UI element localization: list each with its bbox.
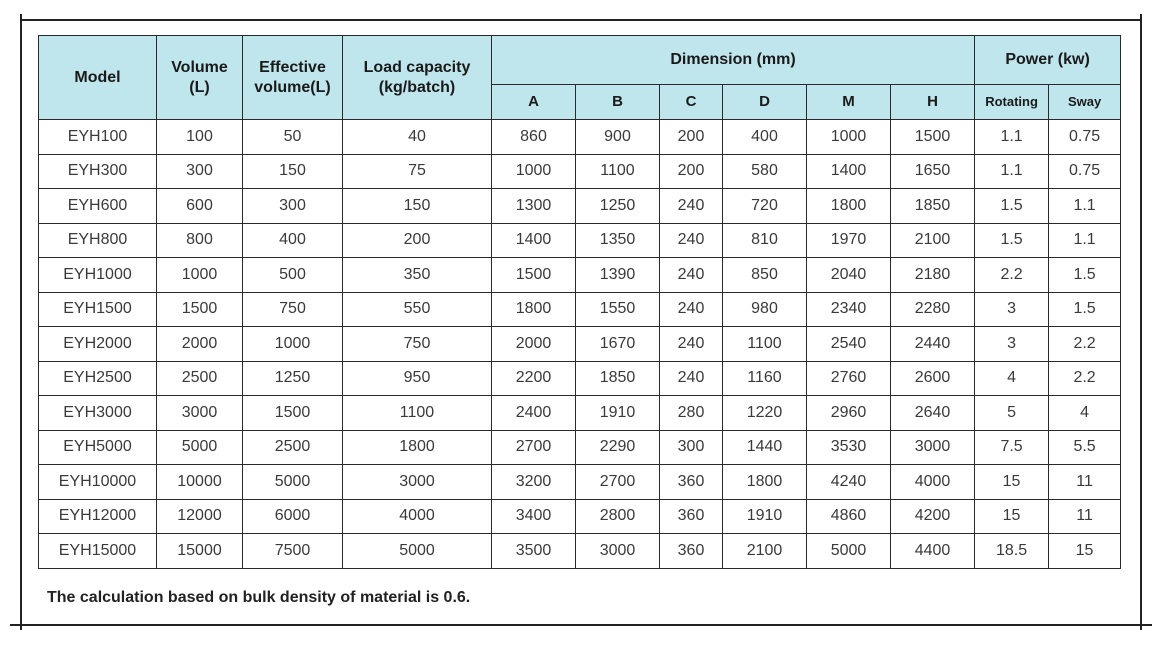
cell-dim-m: 4860 bbox=[807, 499, 891, 534]
cell-dim-b: 2800 bbox=[576, 499, 660, 534]
cell-load-capacity: 150 bbox=[343, 189, 492, 224]
cell-effective-volume: 750 bbox=[243, 292, 343, 327]
cell-dim-a: 860 bbox=[492, 120, 576, 155]
cell-power-sway: 4 bbox=[1049, 396, 1121, 431]
header-model-label: Model bbox=[74, 68, 121, 86]
cell-power-rotating: 1.1 bbox=[975, 154, 1049, 189]
cell-model: EYH10000 bbox=[39, 465, 157, 500]
cell-effective-volume: 1000 bbox=[243, 327, 343, 362]
cell-load-capacity: 40 bbox=[343, 120, 492, 155]
cell-dim-m: 4240 bbox=[807, 465, 891, 500]
cell-dim-b: 1390 bbox=[576, 258, 660, 293]
cell-dim-m: 1000 bbox=[807, 120, 891, 155]
cell-load-capacity: 4000 bbox=[343, 499, 492, 534]
cell-effective-volume: 400 bbox=[243, 223, 343, 258]
header-dim-c: C bbox=[660, 85, 723, 120]
cell-model: EYH100 bbox=[39, 120, 157, 155]
cell-load-capacity: 550 bbox=[343, 292, 492, 327]
cell-effective-volume: 50 bbox=[243, 120, 343, 155]
cell-dim-c: 360 bbox=[660, 534, 723, 569]
header-model bbox=[39, 36, 157, 120]
cell-dim-a: 1800 bbox=[492, 292, 576, 327]
header-volume-line1: Volume bbox=[171, 58, 228, 76]
cell-dim-b: 2700 bbox=[576, 465, 660, 500]
cell-dim-b: 1550 bbox=[576, 292, 660, 327]
header-effective-volume bbox=[243, 36, 343, 120]
header-power-label: Power (kw) bbox=[1005, 51, 1090, 68]
cell-power-sway: 0.75 bbox=[1049, 120, 1121, 155]
cell-dim-h: 1500 bbox=[891, 120, 975, 155]
frame-right-line bbox=[1140, 14, 1142, 630]
table-row bbox=[39, 223, 1121, 258]
cell-power-rotating: 1.5 bbox=[975, 189, 1049, 224]
cell-power-sway: 11 bbox=[1049, 499, 1121, 534]
header-volume bbox=[157, 36, 243, 120]
cell-dim-c: 240 bbox=[660, 223, 723, 258]
header-dim-d: D bbox=[723, 85, 807, 120]
cell-power-sway: 1.1 bbox=[1049, 223, 1121, 258]
header-dim-b: B bbox=[576, 85, 660, 120]
cell-model: EYH12000 bbox=[39, 499, 157, 534]
header-load-line2: (kg/batch) bbox=[378, 78, 456, 96]
cell-power-rotating: 3 bbox=[975, 327, 1049, 362]
table-row bbox=[39, 534, 1121, 569]
cell-dim-a: 3400 bbox=[492, 499, 576, 534]
cell-power-sway: 11 bbox=[1049, 465, 1121, 500]
cell-load-capacity: 5000 bbox=[343, 534, 492, 569]
cell-load-capacity: 75 bbox=[343, 154, 492, 189]
cell-model: EYH600 bbox=[39, 189, 157, 224]
cell-volume: 15000 bbox=[157, 534, 243, 569]
cell-dim-b: 2290 bbox=[576, 430, 660, 465]
cell-power-sway: 1.5 bbox=[1049, 292, 1121, 327]
cell-volume: 100 bbox=[157, 120, 243, 155]
cell-load-capacity: 350 bbox=[343, 258, 492, 293]
cell-dim-a: 1000 bbox=[492, 154, 576, 189]
cell-volume: 1000 bbox=[157, 258, 243, 293]
header-power bbox=[975, 36, 1121, 85]
cell-dim-d: 810 bbox=[723, 223, 807, 258]
cell-dim-b: 1250 bbox=[576, 189, 660, 224]
cell-effective-volume: 5000 bbox=[243, 465, 343, 500]
table-body bbox=[39, 120, 1121, 569]
cell-power-rotating: 4 bbox=[975, 361, 1049, 396]
cell-power-rotating: 1.5 bbox=[975, 223, 1049, 258]
cell-load-capacity: 1100 bbox=[343, 396, 492, 431]
table-row bbox=[39, 258, 1121, 293]
cell-dim-a: 3200 bbox=[492, 465, 576, 500]
cell-dim-h: 2600 bbox=[891, 361, 975, 396]
cell-model: EYH1000 bbox=[39, 258, 157, 293]
table-row bbox=[39, 361, 1121, 396]
header-dimension bbox=[492, 36, 975, 85]
table-row bbox=[39, 465, 1121, 500]
cell-dim-h: 4200 bbox=[891, 499, 975, 534]
cell-power-rotating: 3 bbox=[975, 292, 1049, 327]
frame-top-line bbox=[20, 19, 1142, 21]
cell-dim-d: 1800 bbox=[723, 465, 807, 500]
frame-left-line bbox=[20, 14, 22, 630]
cell-power-sway: 2.2 bbox=[1049, 327, 1121, 362]
cell-volume: 10000 bbox=[157, 465, 243, 500]
cell-load-capacity: 3000 bbox=[343, 465, 492, 500]
header-dim-a: A bbox=[492, 85, 576, 120]
cell-dim-d: 580 bbox=[723, 154, 807, 189]
cell-dim-c: 200 bbox=[660, 120, 723, 155]
header-dimension-label: Dimension (mm) bbox=[670, 51, 796, 68]
cell-dim-h: 1850 bbox=[891, 189, 975, 224]
header-effective-line2: volume(L) bbox=[254, 78, 331, 96]
cell-model: EYH15000 bbox=[39, 534, 157, 569]
cell-dim-m: 2340 bbox=[807, 292, 891, 327]
table-row bbox=[39, 396, 1121, 431]
cell-effective-volume: 6000 bbox=[243, 499, 343, 534]
cell-model: EYH2500 bbox=[39, 361, 157, 396]
cell-dim-c: 240 bbox=[660, 327, 723, 362]
cell-dim-c: 240 bbox=[660, 361, 723, 396]
cell-dim-b: 3000 bbox=[576, 534, 660, 569]
table-row bbox=[39, 292, 1121, 327]
cell-power-rotating: 5 bbox=[975, 396, 1049, 431]
cell-power-sway: 0.75 bbox=[1049, 154, 1121, 189]
cell-power-rotating: 2.2 bbox=[975, 258, 1049, 293]
cell-dim-h: 3000 bbox=[891, 430, 975, 465]
cell-dim-d: 1440 bbox=[723, 430, 807, 465]
cell-load-capacity: 1800 bbox=[343, 430, 492, 465]
cell-dim-b: 1850 bbox=[576, 361, 660, 396]
cell-volume: 12000 bbox=[157, 499, 243, 534]
cell-model: EYH1500 bbox=[39, 292, 157, 327]
cell-dim-m: 2960 bbox=[807, 396, 891, 431]
cell-load-capacity: 200 bbox=[343, 223, 492, 258]
cell-volume: 2000 bbox=[157, 327, 243, 362]
cell-dim-m: 1800 bbox=[807, 189, 891, 224]
cell-dim-m: 1970 bbox=[807, 223, 891, 258]
cell-dim-m: 2760 bbox=[807, 361, 891, 396]
table-row bbox=[39, 120, 1121, 155]
cell-dim-d: 980 bbox=[723, 292, 807, 327]
header-load-capacity bbox=[343, 36, 492, 120]
cell-dim-h: 4400 bbox=[891, 534, 975, 569]
cell-dim-h: 4000 bbox=[891, 465, 975, 500]
frame-bottom-line bbox=[10, 624, 1152, 626]
cell-volume: 1500 bbox=[157, 292, 243, 327]
table-row bbox=[39, 327, 1121, 362]
cell-effective-volume: 300 bbox=[243, 189, 343, 224]
cell-power-sway: 2.2 bbox=[1049, 361, 1121, 396]
cell-dim-m: 5000 bbox=[807, 534, 891, 569]
cell-volume: 300 bbox=[157, 154, 243, 189]
cell-dim-b: 1670 bbox=[576, 327, 660, 362]
cell-dim-a: 1300 bbox=[492, 189, 576, 224]
cell-power-sway: 15 bbox=[1049, 534, 1121, 569]
cell-dim-d: 1160 bbox=[723, 361, 807, 396]
cell-dim-b: 1350 bbox=[576, 223, 660, 258]
cell-dim-h: 2640 bbox=[891, 396, 975, 431]
cell-volume: 3000 bbox=[157, 396, 243, 431]
header-dim-m: M bbox=[807, 85, 891, 120]
cell-dim-d: 2100 bbox=[723, 534, 807, 569]
header-volume-line2: (L) bbox=[189, 78, 210, 96]
cell-power-rotating: 1.1 bbox=[975, 120, 1049, 155]
cell-power-sway: 1.5 bbox=[1049, 258, 1121, 293]
cell-dim-c: 360 bbox=[660, 499, 723, 534]
cell-dim-h: 2280 bbox=[891, 292, 975, 327]
cell-dim-h: 2440 bbox=[891, 327, 975, 362]
cell-dim-m: 2040 bbox=[807, 258, 891, 293]
specification-table bbox=[38, 35, 1121, 569]
table-row bbox=[39, 499, 1121, 534]
cell-dim-a: 3500 bbox=[492, 534, 576, 569]
cell-volume: 5000 bbox=[157, 430, 243, 465]
cell-dim-a: 2400 bbox=[492, 396, 576, 431]
cell-dim-m: 3530 bbox=[807, 430, 891, 465]
cell-power-rotating: 7.5 bbox=[975, 430, 1049, 465]
table-row bbox=[39, 189, 1121, 224]
header-power-sway: Sway bbox=[1049, 85, 1121, 120]
table-row bbox=[39, 430, 1121, 465]
cell-power-rotating: 15 bbox=[975, 499, 1049, 534]
cell-effective-volume: 1250 bbox=[243, 361, 343, 396]
cell-power-rotating: 18.5 bbox=[975, 534, 1049, 569]
cell-dim-a: 1400 bbox=[492, 223, 576, 258]
cell-dim-b: 900 bbox=[576, 120, 660, 155]
cell-model: EYH3000 bbox=[39, 396, 157, 431]
cell-dim-c: 240 bbox=[660, 292, 723, 327]
cell-dim-h: 2180 bbox=[891, 258, 975, 293]
cell-dim-d: 1910 bbox=[723, 499, 807, 534]
cell-effective-volume: 2500 bbox=[243, 430, 343, 465]
cell-dim-d: 850 bbox=[723, 258, 807, 293]
cell-load-capacity: 750 bbox=[343, 327, 492, 362]
cell-dim-a: 2200 bbox=[492, 361, 576, 396]
cell-dim-m: 1400 bbox=[807, 154, 891, 189]
table-row bbox=[39, 154, 1121, 189]
cell-dim-b: 1100 bbox=[576, 154, 660, 189]
cell-load-capacity: 950 bbox=[343, 361, 492, 396]
cell-volume: 600 bbox=[157, 189, 243, 224]
cell-dim-c: 280 bbox=[660, 396, 723, 431]
footnote: The calculation based on bulk density of material is 0.6. bbox=[47, 589, 471, 606]
cell-dim-a: 1500 bbox=[492, 258, 576, 293]
cell-power-sway: 5.5 bbox=[1049, 430, 1121, 465]
cell-dim-c: 240 bbox=[660, 189, 723, 224]
cell-model: EYH5000 bbox=[39, 430, 157, 465]
header-effective-line1: Effective bbox=[259, 58, 326, 76]
header-power-rotating: Rotating bbox=[975, 85, 1049, 120]
cell-dim-a: 2000 bbox=[492, 327, 576, 362]
cell-effective-volume: 1500 bbox=[243, 396, 343, 431]
cell-model: EYH300 bbox=[39, 154, 157, 189]
cell-dim-d: 1100 bbox=[723, 327, 807, 362]
cell-effective-volume: 500 bbox=[243, 258, 343, 293]
cell-effective-volume: 150 bbox=[243, 154, 343, 189]
cell-model: EYH800 bbox=[39, 223, 157, 258]
cell-power-sway: 1.1 bbox=[1049, 189, 1121, 224]
cell-dim-b: 1910 bbox=[576, 396, 660, 431]
cell-dim-h: 1650 bbox=[891, 154, 975, 189]
cell-volume: 2500 bbox=[157, 361, 243, 396]
cell-dim-m: 2540 bbox=[807, 327, 891, 362]
cell-dim-c: 200 bbox=[660, 154, 723, 189]
cell-volume: 800 bbox=[157, 223, 243, 258]
cell-dim-c: 360 bbox=[660, 465, 723, 500]
cell-dim-d: 400 bbox=[723, 120, 807, 155]
cell-model: EYH2000 bbox=[39, 327, 157, 362]
cell-dim-d: 1220 bbox=[723, 396, 807, 431]
cell-power-rotating: 15 bbox=[975, 465, 1049, 500]
cell-dim-h: 2100 bbox=[891, 223, 975, 258]
cell-dim-d: 720 bbox=[723, 189, 807, 224]
header-dim-h: H bbox=[891, 85, 975, 120]
cell-dim-a: 2700 bbox=[492, 430, 576, 465]
cell-dim-c: 300 bbox=[660, 430, 723, 465]
cell-dim-c: 240 bbox=[660, 258, 723, 293]
header-load-line1: Load capacity bbox=[363, 58, 471, 76]
cell-effective-volume: 7500 bbox=[243, 534, 343, 569]
